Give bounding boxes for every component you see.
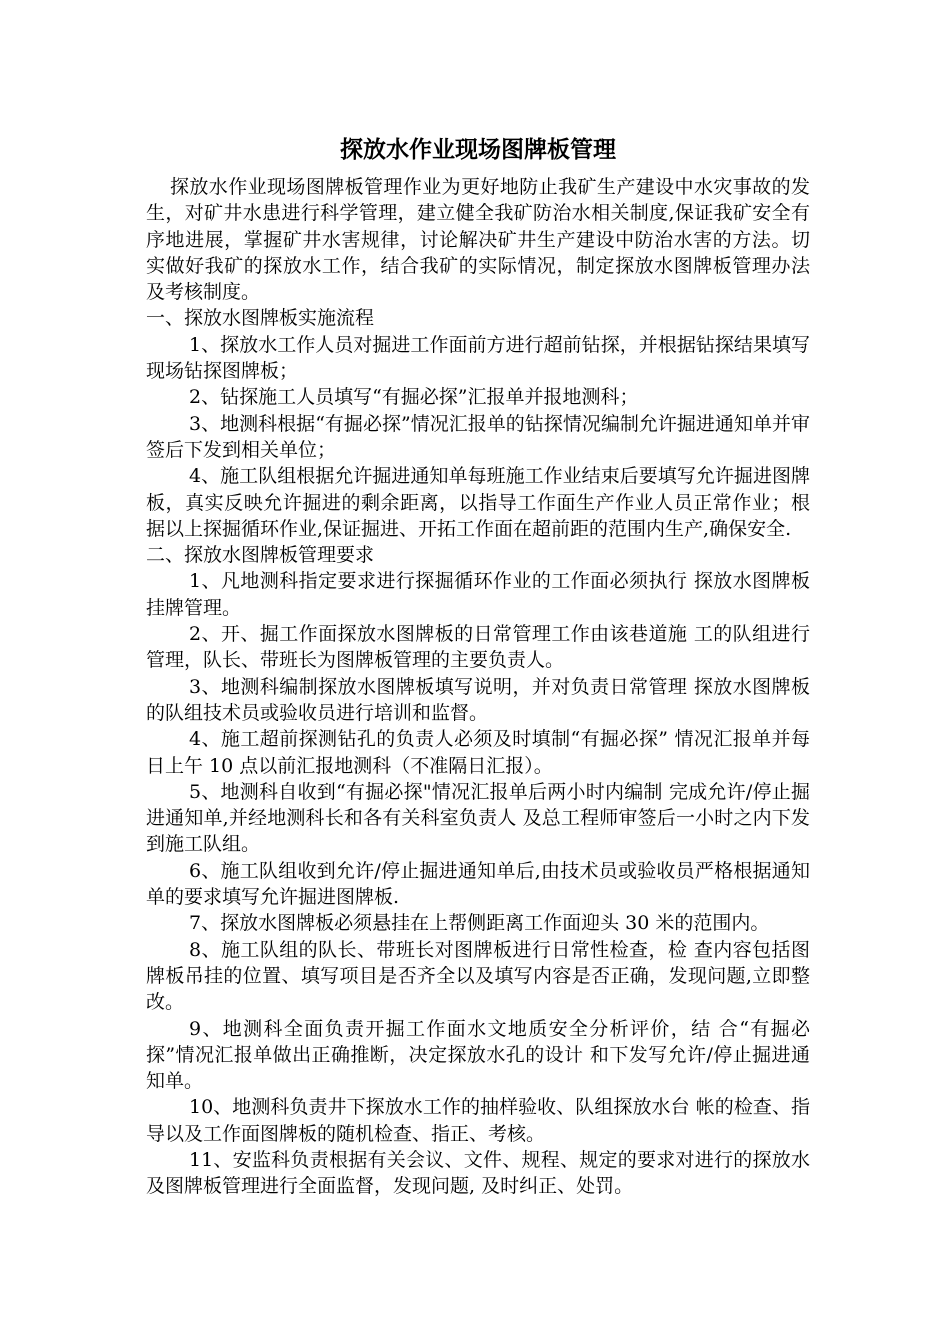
section-2-item-9: 9、地测科全面负责开掘工作面水文地质安全分析评价，结 合“有掘必探”情况汇报单做出正确推断，决定探放水孔的设计 和下发写允许/停止掘进通知单。 xyxy=(146,1017,810,1093)
intro-paragraph: 探放水作业现场图牌板管理作业为更好地防止我矿生产建设中水灾事故的发生，对矿井水患进行科学管理，建立健全我矿防治水相关制度,保证我矿安全有序地进展，掌握矿井水害规律，讨论解决矿井生产建设中防治水害的方法。切实做好我矿的探放水工作，结合我矿的实际情况，制定探放水图牌板管理办法及考核制度。 xyxy=(146,176,810,304)
section-2-item-1: 1、凡地测科指定要求进行探掘循环作业的工作面必须执行 探放水图牌板挂牌管理。 xyxy=(146,570,810,619)
section-1-item-1: 1、探放水工作人员对掘进工作面前方进行超前钻探，并根据钻探结果填写现场钻探图牌板； xyxy=(146,333,810,383)
section-2-item-5: 5、地测科自收到“有掘必探"情况汇报单后两小时内编制 完成允许/停止掘进通知单,并经地测科长和各有关科室负责人 及总工程师审签后一小时之内下发到施工队组。 xyxy=(146,780,810,856)
section-2-heading: 二、探放水图牌板管理要求 xyxy=(146,544,375,567)
section-2-item-11: 11、安监科负责根据有关会议、文件、规程、规定的要求对进行的探放水及图牌板管理进行全面监督，发现问题, 及时纠正、处罚。 xyxy=(146,1148,810,1198)
section-2-item-7: 7、探放水图牌板必须悬挂在上帮侧距离工作面迎头 30 米的范围内。 xyxy=(189,912,770,935)
section-2-item-6: 6、施工队组收到允许/停止掘进通知单后,由技术员或验收员严格根据通知单的要求填写允许掘进图牌板. xyxy=(146,859,810,909)
section-1-heading: 一、探放水图牌板实施流程 xyxy=(146,307,375,330)
section-1-item-4: 4、施工队组根据允许掘进通知单每班施工作业结束后要填写允许掘进图牌板，真实反映允许掘进的剩余距离，以指导工作面生产作业人员正常作业；根据以上探掘循环作业,保证掘进、开拓工作面在超前距的范围内生产,确保安全. xyxy=(146,465,810,540)
document-title: 探放水作业现场图牌板管理 xyxy=(340,136,616,163)
section-1-item-3: 3、地测科根据“有掘必探”情况汇报单的钻探情况编制允许掘进通知单并审签后下发到相关单位； xyxy=(146,412,810,461)
section-2-item-2: 2、开、掘工作面探放水图牌板的日常管理工作由该巷道施 工的队组进行管理，队长、带班长为图牌板管理的主要负责人。 xyxy=(146,623,810,672)
section-2-item-10: 10、地测科负责井下探放水工作的抽样验收、队组探放水台 帐的检查、指导以及工作面图牌板的随机检查、指正、考核。 xyxy=(146,1096,810,1145)
section-2-item-4: 4、施工超前探测钻孔的负责人必须及时填制“有掘必探” 情况汇报单并每日上午 10 点以前汇报地测科（不准隔日汇报）。 xyxy=(146,728,810,777)
section-2-item-3: 3、地测科编制探放水图牌板填写说明，并对负责日常管理 探放水图牌板的队组技术员或验收员进行培训和监督。 xyxy=(146,675,810,724)
section-2-item-8: 8、施工队组的队长、带班长对图牌板进行日常性检查，检 查内容包括图牌板吊挂的位置、填写项目是否齐全以及填写内容是否正确，发现问题,立即整改。 xyxy=(146,938,810,1014)
section-1-item-2: 2、钻探施工人员填写“有掘必探”汇报单并报地测科； xyxy=(189,386,639,409)
document-page xyxy=(146,130,810,1200)
